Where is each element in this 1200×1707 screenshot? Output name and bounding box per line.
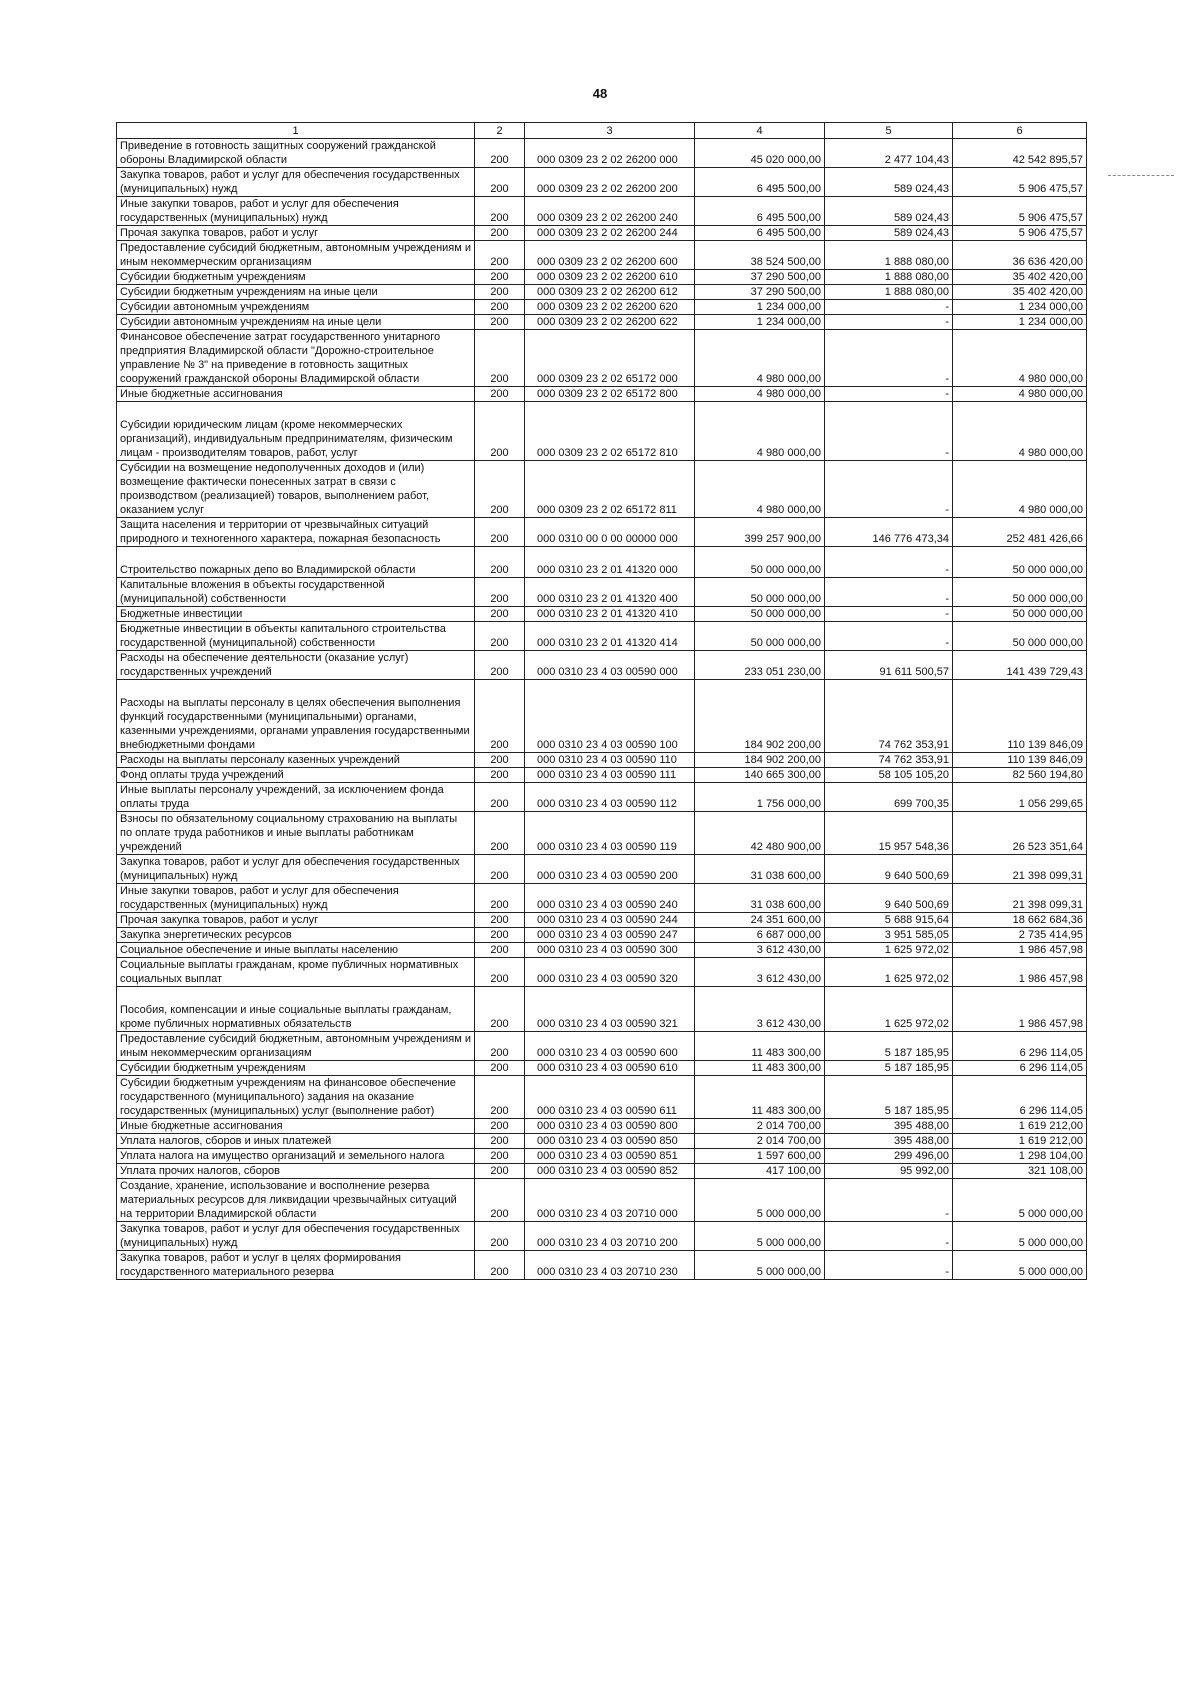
row-approved-amount: 233 051 230,00 <box>695 651 825 680</box>
row-unexecuted-amount: 5 906 475,57 <box>953 168 1087 197</box>
row-description: Субсидии бюджетным учреждениям <box>117 270 475 285</box>
row-approved-amount: 4 980 000,00 <box>695 330 825 387</box>
row-description: Субсидии автономным учреждениям на иные цели <box>117 315 475 330</box>
row-unexecuted-amount: 6 296 114,05 <box>953 1076 1087 1119</box>
row-description: Приведение в готовность защитных сооружений гражданской обороны Владимирской области <box>117 139 475 168</box>
row-unexecuted-amount: 6 296 114,05 <box>953 1032 1087 1061</box>
row-executed-amount: 589 024,43 <box>825 197 953 226</box>
row-unexecuted-amount: 1 234 000,00 <box>953 315 1087 330</box>
column-header-2: 2 <box>475 123 525 139</box>
row-budget-code: 000 0310 23 4 03 00590 240 <box>525 884 695 913</box>
row-admin-code: 200 <box>475 680 525 753</box>
row-admin-code: 200 <box>475 1149 525 1164</box>
row-approved-amount: 6 495 500,00 <box>695 197 825 226</box>
row-executed-amount: 589 024,43 <box>825 168 953 197</box>
row-unexecuted-amount: 35 402 420,00 <box>953 285 1087 300</box>
row-unexecuted-amount: 42 542 895,57 <box>953 139 1087 168</box>
row-executed-amount: 1 625 972,02 <box>825 987 953 1032</box>
row-unexecuted-amount: 1 619 212,00 <box>953 1119 1087 1134</box>
table-row <box>117 1251 1087 1280</box>
row-description: Прочая закупка товаров, работ и услуг <box>117 226 475 241</box>
table-row <box>117 197 1087 226</box>
table-row <box>117 578 1087 607</box>
row-approved-amount: 31 038 600,00 <box>695 855 825 884</box>
row-executed-amount: - <box>825 622 953 651</box>
row-description: Фонд оплаты труда учреждений <box>117 768 475 783</box>
row-approved-amount: 5 000 000,00 <box>695 1222 825 1251</box>
row-admin-code: 200 <box>475 518 525 547</box>
table-row <box>117 1222 1087 1251</box>
row-approved-amount: 4 980 000,00 <box>695 387 825 402</box>
row-executed-amount: - <box>825 315 953 330</box>
row-unexecuted-amount: 50 000 000,00 <box>953 547 1087 578</box>
row-admin-code: 200 <box>475 1164 525 1179</box>
row-admin-code: 200 <box>475 387 525 402</box>
row-unexecuted-amount: 1 298 104,00 <box>953 1149 1087 1164</box>
row-unexecuted-amount: 4 980 000,00 <box>953 330 1087 387</box>
row-admin-code: 200 <box>475 1119 525 1134</box>
row-unexecuted-amount: 50 000 000,00 <box>953 578 1087 607</box>
row-approved-amount: 1 234 000,00 <box>695 315 825 330</box>
row-admin-code: 200 <box>475 812 525 855</box>
row-admin-code: 200 <box>475 226 525 241</box>
column-header-5: 5 <box>825 123 953 139</box>
row-approved-amount: 1 756 000,00 <box>695 783 825 812</box>
row-description: Субсидии бюджетным учреждениям на финансовое обеспечение государственного (муниципального) задания на оказание государственных (муниципальных) услуг (выполнение работ) <box>117 1076 475 1119</box>
row-description: Субсидии бюджетным учреждениям <box>117 1061 475 1076</box>
row-admin-code: 200 <box>475 987 525 1032</box>
row-executed-amount: - <box>825 461 953 518</box>
row-admin-code: 200 <box>475 928 525 943</box>
row-description: Закупка товаров, работ и услуг для обеспечения государственных (муниципальных) нужд <box>117 1222 475 1251</box>
table-row <box>117 1076 1087 1119</box>
row-description: Бюджетные инвестиции в объекты капитального строительства государственной (муниципальной) собственности <box>117 622 475 651</box>
row-approved-amount: 37 290 500,00 <box>695 285 825 300</box>
row-budget-code: 000 0309 23 2 02 26200 244 <box>525 226 695 241</box>
row-executed-amount: 1 888 080,00 <box>825 285 953 300</box>
row-unexecuted-amount: 1 986 457,98 <box>953 987 1087 1032</box>
row-unexecuted-amount: 4 980 000,00 <box>953 461 1087 518</box>
row-approved-amount: 1 234 000,00 <box>695 300 825 315</box>
row-budget-code: 000 0310 23 4 03 20710 200 <box>525 1222 695 1251</box>
row-description: Пособия, компенсации и иные социальные выплаты гражданам, кроме публичных нормативных обязательств <box>117 987 475 1032</box>
row-budget-code: 000 0310 23 4 03 00590 610 <box>525 1061 695 1076</box>
row-admin-code: 200 <box>475 1179 525 1222</box>
row-description: Иные закупки товаров, работ и услуг для обеспечения государственных (муниципальных) нужд <box>117 884 475 913</box>
row-executed-amount: - <box>825 578 953 607</box>
row-unexecuted-amount: 321 108,00 <box>953 1164 1087 1179</box>
row-unexecuted-amount: 18 662 684,36 <box>953 913 1087 928</box>
table-row <box>117 461 1087 518</box>
row-budget-code: 000 0309 23 2 02 65172 810 <box>525 402 695 461</box>
row-executed-amount: - <box>825 1251 953 1280</box>
table-row <box>117 753 1087 768</box>
row-description: Иные бюджетные ассигнования <box>117 1119 475 1134</box>
row-unexecuted-amount: 5 000 000,00 <box>953 1179 1087 1222</box>
row-unexecuted-amount: 252 481 426,66 <box>953 518 1087 547</box>
row-budget-code: 000 0310 23 4 03 00590 600 <box>525 1032 695 1061</box>
row-unexecuted-amount: 21 398 099,31 <box>953 884 1087 913</box>
row-unexecuted-amount: 1 619 212,00 <box>953 1134 1087 1149</box>
row-description: Субсидии автономным учреждениям <box>117 300 475 315</box>
table-row <box>117 270 1087 285</box>
row-executed-amount: 5 187 185,95 <box>825 1076 953 1119</box>
row-approved-amount: 5 000 000,00 <box>695 1179 825 1222</box>
row-budget-code: 000 0310 23 4 03 00590 320 <box>525 958 695 987</box>
row-admin-code: 200 <box>475 330 525 387</box>
row-approved-amount: 42 480 900,00 <box>695 812 825 855</box>
row-budget-code: 000 0310 23 4 03 00590 611 <box>525 1076 695 1119</box>
row-executed-amount: 1 625 972,02 <box>825 958 953 987</box>
row-approved-amount: 184 902 200,00 <box>695 753 825 768</box>
row-admin-code: 200 <box>475 1076 525 1119</box>
row-budget-code: 000 0310 23 4 03 00590 111 <box>525 768 695 783</box>
table-row <box>117 387 1087 402</box>
table-row <box>117 812 1087 855</box>
table-row <box>117 884 1087 913</box>
row-budget-code: 000 0310 23 4 03 00590 850 <box>525 1134 695 1149</box>
row-unexecuted-amount: 50 000 000,00 <box>953 622 1087 651</box>
row-budget-code: 000 0310 23 4 03 00590 119 <box>525 812 695 855</box>
column-header-1: 1 <box>117 123 475 139</box>
row-admin-code: 200 <box>475 578 525 607</box>
table-row <box>117 1164 1087 1179</box>
row-description: Расходы на обеспечение деятельности (оказание услуг) государственных учреждений <box>117 651 475 680</box>
row-budget-code: 000 0310 00 0 00 00000 000 <box>525 518 695 547</box>
row-approved-amount: 184 902 200,00 <box>695 680 825 753</box>
row-unexecuted-amount: 6 296 114,05 <box>953 1061 1087 1076</box>
row-executed-amount: 95 992,00 <box>825 1164 953 1179</box>
table-row <box>117 285 1087 300</box>
row-admin-code: 200 <box>475 622 525 651</box>
row-description: Создание, хранение, использование и восполнение резерва материальных ресурсов для ликвидации чрезвычайных ситуаций на территории Владимирской области <box>117 1179 475 1222</box>
row-admin-code: 200 <box>475 461 525 518</box>
row-unexecuted-amount: 110 139 846,09 <box>953 680 1087 753</box>
row-admin-code: 200 <box>475 300 525 315</box>
table-body <box>117 139 1087 1280</box>
row-admin-code: 200 <box>475 943 525 958</box>
table-row <box>117 226 1087 241</box>
row-executed-amount: - <box>825 1222 953 1251</box>
row-unexecuted-amount: 1 986 457,98 <box>953 958 1087 987</box>
row-description: Защита населения и территории от чрезвычайных ситуаций природного и техногенного характера, пожарная безопасность <box>117 518 475 547</box>
table-row <box>117 783 1087 812</box>
row-description: Субсидии юридическим лицам (кроме некоммерческих организаций), индивидуальным предпринимателям, физическим лицам - производителям товаров, работ, услуг <box>117 402 475 461</box>
row-executed-amount: 9 640 500,69 <box>825 884 953 913</box>
row-budget-code: 000 0309 23 2 02 65172 800 <box>525 387 695 402</box>
row-budget-code: 000 0309 23 2 02 65172 000 <box>525 330 695 387</box>
row-budget-code: 000 0310 23 2 01 41320 000 <box>525 547 695 578</box>
row-approved-amount: 38 524 500,00 <box>695 241 825 270</box>
row-executed-amount: 58 105 105,20 <box>825 768 953 783</box>
row-description: Взносы по обязательному социальному страхованию на выплаты по оплате труда работников и иные выплаты работникам учреждений <box>117 812 475 855</box>
table-row <box>117 1061 1087 1076</box>
table-row <box>117 622 1087 651</box>
row-budget-code: 000 0309 23 2 02 26200 200 <box>525 168 695 197</box>
row-executed-amount: - <box>825 607 953 622</box>
row-description: Закупка товаров, работ и услуг для обеспечения государственных (муниципальных) нужд <box>117 855 475 884</box>
row-budget-code: 000 0309 23 2 02 26200 000 <box>525 139 695 168</box>
row-description: Расходы на выплаты персоналу казенных учреждений <box>117 753 475 768</box>
row-unexecuted-amount: 36 636 420,00 <box>953 241 1087 270</box>
row-admin-code: 200 <box>475 168 525 197</box>
row-approved-amount: 3 612 430,00 <box>695 987 825 1032</box>
row-approved-amount: 11 483 300,00 <box>695 1076 825 1119</box>
row-approved-amount: 6 495 500,00 <box>695 168 825 197</box>
row-admin-code: 200 <box>475 1061 525 1076</box>
row-approved-amount: 11 483 300,00 <box>695 1032 825 1061</box>
row-description: Прочая закупка товаров, работ и услуг <box>117 913 475 928</box>
row-executed-amount: 74 762 353,91 <box>825 753 953 768</box>
row-unexecuted-amount: 1 234 000,00 <box>953 300 1087 315</box>
row-description: Расходы на выплаты персоналу в целях обеспечения выполнения функций государственными (муниципальными) органами, казенными учреждениями, органами управления государственными внебюджетными фондами <box>117 680 475 753</box>
row-admin-code: 200 <box>475 1032 525 1061</box>
row-budget-code: 000 0310 23 4 03 00590 110 <box>525 753 695 768</box>
row-executed-amount: 146 776 473,34 <box>825 518 953 547</box>
row-unexecuted-amount: 2 735 414,95 <box>953 928 1087 943</box>
table-row <box>117 1134 1087 1149</box>
row-approved-amount: 4 980 000,00 <box>695 402 825 461</box>
row-budget-code: 000 0310 23 4 03 00590 851 <box>525 1149 695 1164</box>
table-row <box>117 139 1087 168</box>
row-unexecuted-amount: 141 439 729,43 <box>953 651 1087 680</box>
column-header-6: 6 <box>953 123 1087 139</box>
table-row <box>117 518 1087 547</box>
row-executed-amount: - <box>825 1179 953 1222</box>
row-unexecuted-amount: 4 980 000,00 <box>953 387 1087 402</box>
row-description: Финансовое обеспечение затрат государственного унитарного предприятия Владимирской области "Дорожно-строительное управление № 3" на приведение в готовность защитных сооружений гражданской обороны Владимирской области <box>117 330 475 387</box>
row-approved-amount: 399 257 900,00 <box>695 518 825 547</box>
row-executed-amount: 15 957 548,36 <box>825 812 953 855</box>
row-description: Строительство пожарных депо во Владимирской области <box>117 547 475 578</box>
row-executed-amount: 699 700,35 <box>825 783 953 812</box>
row-executed-amount: 91 611 500,57 <box>825 651 953 680</box>
row-unexecuted-amount: 4 980 000,00 <box>953 402 1087 461</box>
table-row <box>117 1032 1087 1061</box>
table-row <box>117 168 1087 197</box>
row-budget-code: 000 0309 23 2 02 26200 622 <box>525 315 695 330</box>
row-budget-code: 000 0310 23 4 03 00590 000 <box>525 651 695 680</box>
row-executed-amount: 395 488,00 <box>825 1134 953 1149</box>
row-executed-amount: - <box>825 547 953 578</box>
row-budget-code: 000 0310 23 4 03 00590 321 <box>525 987 695 1032</box>
table-row <box>117 1179 1087 1222</box>
row-admin-code: 200 <box>475 1251 525 1280</box>
row-admin-code: 200 <box>475 270 525 285</box>
row-approved-amount: 50 000 000,00 <box>695 622 825 651</box>
row-approved-amount: 2 014 700,00 <box>695 1119 825 1134</box>
row-budget-code: 000 0309 23 2 02 26200 240 <box>525 197 695 226</box>
row-admin-code: 200 <box>475 753 525 768</box>
row-budget-code: 000 0310 23 4 03 20710 000 <box>525 1179 695 1222</box>
row-executed-amount: 1 888 080,00 <box>825 270 953 285</box>
row-admin-code: 200 <box>475 855 525 884</box>
table-row <box>117 402 1087 461</box>
row-admin-code: 200 <box>475 402 525 461</box>
row-budget-code: 000 0309 23 2 02 26200 612 <box>525 285 695 300</box>
row-admin-code: 200 <box>475 1134 525 1149</box>
row-approved-amount: 11 483 300,00 <box>695 1061 825 1076</box>
row-description: Уплата налогов, сборов и иных платежей <box>117 1134 475 1149</box>
row-description: Иные бюджетные ассигнования <box>117 387 475 402</box>
row-budget-code: 000 0310 23 4 03 00590 300 <box>525 943 695 958</box>
row-approved-amount: 140 665 300,00 <box>695 768 825 783</box>
row-budget-code: 000 0310 23 4 03 20710 230 <box>525 1251 695 1280</box>
table-row <box>117 547 1087 578</box>
row-executed-amount: 5 187 185,95 <box>825 1061 953 1076</box>
row-admin-code: 200 <box>475 241 525 270</box>
table-row <box>117 768 1087 783</box>
row-admin-code: 200 <box>475 547 525 578</box>
row-description: Социальное обеспечение и иные выплаты населению <box>117 943 475 958</box>
row-budget-code: 000 0310 23 2 01 41320 400 <box>525 578 695 607</box>
row-admin-code: 200 <box>475 783 525 812</box>
row-approved-amount: 5 000 000,00 <box>695 1251 825 1280</box>
row-admin-code: 200 <box>475 958 525 987</box>
row-description: Закупка товаров, работ и услуг для обеспечения государственных (муниципальных) нужд <box>117 168 475 197</box>
row-description: Иные закупки товаров, работ и услуг для обеспечения государственных (муниципальных) нужд <box>117 197 475 226</box>
header-row <box>117 123 1087 139</box>
row-admin-code: 200 <box>475 884 525 913</box>
row-description: Предоставление субсидий бюджетным, автономным учреждениям и иным некоммерческим организациям <box>117 241 475 270</box>
row-executed-amount: 3 951 585,05 <box>825 928 953 943</box>
budget-table <box>116 122 1087 1280</box>
row-description: Капитальные вложения в объекты государственной (муниципальной) собственности <box>117 578 475 607</box>
page-number: 48 <box>592 86 608 101</box>
row-description: Закупка товаров, работ и услуг в целях формирования государственного материального резерва <box>117 1251 475 1280</box>
row-executed-amount: - <box>825 330 953 387</box>
table-row <box>117 607 1087 622</box>
row-budget-code: 000 0310 23 4 03 00590 100 <box>525 680 695 753</box>
row-description: Иные выплаты персоналу учреждений, за исключением фонда оплаты труда <box>117 783 475 812</box>
row-approved-amount: 3 612 430,00 <box>695 958 825 987</box>
table-row <box>117 928 1087 943</box>
table-row <box>117 330 1087 387</box>
row-description: Уплата налога на имущество организаций и земельного налога <box>117 1149 475 1164</box>
row-approved-amount: 45 020 000,00 <box>695 139 825 168</box>
row-unexecuted-amount: 1 986 457,98 <box>953 943 1087 958</box>
row-approved-amount: 50 000 000,00 <box>695 547 825 578</box>
row-executed-amount: 2 477 104,43 <box>825 139 953 168</box>
row-executed-amount: 74 762 353,91 <box>825 680 953 753</box>
row-budget-code: 000 0309 23 2 02 26200 620 <box>525 300 695 315</box>
row-approved-amount: 1 597 600,00 <box>695 1149 825 1164</box>
table-row <box>117 987 1087 1032</box>
row-executed-amount: 1 888 080,00 <box>825 241 953 270</box>
row-description: Закупка энергетических ресурсов <box>117 928 475 943</box>
row-admin-code: 200 <box>475 139 525 168</box>
table-row <box>117 651 1087 680</box>
row-unexecuted-amount: 5 906 475,57 <box>953 226 1087 241</box>
row-description: Предоставление субсидий бюджетным, автономным учреждениям и иным некоммерческим организациям <box>117 1032 475 1061</box>
row-budget-code: 000 0310 23 2 01 41320 414 <box>525 622 695 651</box>
row-budget-code: 000 0310 23 4 03 00590 112 <box>525 783 695 812</box>
row-description: Социальные выплаты гражданам, кроме публичных нормативных социальных выплат <box>117 958 475 987</box>
row-budget-code: 000 0310 23 4 03 00590 247 <box>525 928 695 943</box>
row-executed-amount: 589 024,43 <box>825 226 953 241</box>
row-description: Субсидии бюджетным учреждениям на иные цели <box>117 285 475 300</box>
row-unexecuted-amount: 1 056 299,65 <box>953 783 1087 812</box>
row-approved-amount: 50 000 000,00 <box>695 607 825 622</box>
table-row <box>117 315 1087 330</box>
column-header-3: 3 <box>525 123 695 139</box>
row-executed-amount: 299 496,00 <box>825 1149 953 1164</box>
row-budget-code: 000 0309 23 2 02 65172 811 <box>525 461 695 518</box>
row-approved-amount: 50 000 000,00 <box>695 578 825 607</box>
row-executed-amount: 5 187 185,95 <box>825 1032 953 1061</box>
table-row <box>117 913 1087 928</box>
row-unexecuted-amount: 5 906 475,57 <box>953 197 1087 226</box>
row-unexecuted-amount: 50 000 000,00 <box>953 607 1087 622</box>
row-approved-amount: 6 495 500,00 <box>695 226 825 241</box>
row-admin-code: 200 <box>475 197 525 226</box>
table-row <box>117 943 1087 958</box>
row-unexecuted-amount: 5 000 000,00 <box>953 1222 1087 1251</box>
row-unexecuted-amount: 35 402 420,00 <box>953 270 1087 285</box>
row-approved-amount: 24 351 600,00 <box>695 913 825 928</box>
row-executed-amount: 1 625 972,02 <box>825 943 953 958</box>
row-admin-code: 200 <box>475 1222 525 1251</box>
row-admin-code: 200 <box>475 913 525 928</box>
row-approved-amount: 6 687 000,00 <box>695 928 825 943</box>
row-approved-amount: 4 980 000,00 <box>695 461 825 518</box>
row-budget-code: 000 0310 23 4 03 00590 244 <box>525 913 695 928</box>
row-approved-amount: 31 038 600,00 <box>695 884 825 913</box>
row-budget-code: 000 0310 23 4 03 00590 200 <box>525 855 695 884</box>
table-row <box>117 241 1087 270</box>
row-unexecuted-amount: 26 523 351,64 <box>953 812 1087 855</box>
row-description: Бюджетные инвестиции <box>117 607 475 622</box>
row-admin-code: 200 <box>475 607 525 622</box>
row-description: Уплата прочих налогов, сборов <box>117 1164 475 1179</box>
table-row <box>117 1119 1087 1134</box>
row-budget-code: 000 0310 23 2 01 41320 410 <box>525 607 695 622</box>
row-approved-amount: 417 100,00 <box>695 1164 825 1179</box>
row-executed-amount: - <box>825 387 953 402</box>
row-description: Субсидии на возмещение недополученных доходов и (или) возмещение фактически понесенных затрат в связи с производством (реализацией) товаров, выполнением работ, оказанием услуг <box>117 461 475 518</box>
row-executed-amount: - <box>825 300 953 315</box>
row-admin-code: 200 <box>475 285 525 300</box>
row-budget-code: 000 0310 23 4 03 00590 800 <box>525 1119 695 1134</box>
row-approved-amount: 3 612 430,00 <box>695 943 825 958</box>
table-row <box>117 300 1087 315</box>
row-unexecuted-amount: 21 398 099,31 <box>953 855 1087 884</box>
table-row <box>117 855 1087 884</box>
row-admin-code: 200 <box>475 315 525 330</box>
row-unexecuted-amount: 5 000 000,00 <box>953 1251 1087 1280</box>
row-approved-amount: 2 014 700,00 <box>695 1134 825 1149</box>
table-row <box>117 1149 1087 1164</box>
row-budget-code: 000 0309 23 2 02 26200 610 <box>525 270 695 285</box>
margin-mark <box>1108 175 1174 176</box>
row-admin-code: 200 <box>475 651 525 680</box>
table-row <box>117 680 1087 753</box>
row-executed-amount: 395 488,00 <box>825 1119 953 1134</box>
column-header-4: 4 <box>695 123 825 139</box>
row-executed-amount: - <box>825 402 953 461</box>
row-admin-code: 200 <box>475 768 525 783</box>
table-row <box>117 958 1087 987</box>
row-unexecuted-amount: 110 139 846,09 <box>953 753 1087 768</box>
row-unexecuted-amount: 82 560 194,80 <box>953 768 1087 783</box>
row-executed-amount: 5 688 915,64 <box>825 913 953 928</box>
row-approved-amount: 37 290 500,00 <box>695 270 825 285</box>
row-executed-amount: 9 640 500,69 <box>825 855 953 884</box>
row-budget-code: 000 0309 23 2 02 26200 600 <box>525 241 695 270</box>
row-budget-code: 000 0310 23 4 03 00590 852 <box>525 1164 695 1179</box>
